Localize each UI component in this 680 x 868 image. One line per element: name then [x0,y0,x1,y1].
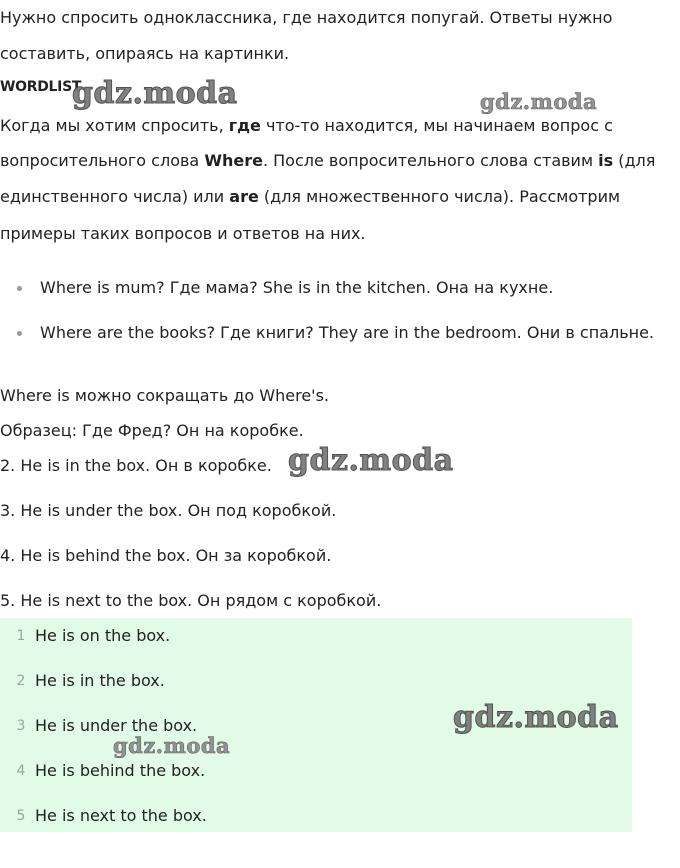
explanation-line-3: единственного числа) или are (для множественного числа). Рассмотрим [0,187,621,206]
answer-text: He is under the box. [35,716,198,735]
exercise-item: 4. He is behind the box. Он за коробкой. [0,546,332,565]
answer-text: He is next to the box. [35,806,207,825]
sample-line: Образец: Где Фред? Он на коробке. [0,421,304,440]
examples-list [0,275,654,365]
bullet-dot-icon [17,331,22,336]
answer-text: He is in the box. [35,671,165,690]
intro-line-1: Нужно спросить одноклассника, где находится попугай. Ответы нужно [0,8,613,27]
line-number: 1 [16,628,26,644]
line-number: 2 [16,673,26,689]
contraction-note: Where is можно сокращать до Where's. [0,386,329,405]
wordlist-label[interactable]: WORDLIST [0,79,82,95]
list-item: Where is mum? Где мама? She is in the kitchen. Она на кухне. [0,275,654,320]
line-number: 5 [16,808,26,824]
exercise-item: 5. He is next to the box. Он рядом с коробкой. [0,591,382,610]
answer-text: He is behind the box. [35,761,206,780]
watermark: gdz.moda [480,89,598,114]
intro-line-2: составить, опираясь на картинки. [0,44,290,63]
list-item: Where are the books? Где книги? They are in the bedroom. Они в спальне. [0,320,654,365]
explanation-line-2: вопросительного слова Where. После вопросительного слова ставим is (для [0,151,656,170]
explanation-line-1: Когда мы хотим спросить, где что-то находится, мы начинаем вопрос с [0,116,613,135]
exercise-item: 2. He is in the box. Он в коробке. [0,456,272,475]
watermark: gdz.moda [288,443,454,478]
bullet-dot-icon [17,286,22,291]
line-number: 4 [16,763,26,779]
watermark: gdz.moda [453,700,619,735]
explanation-line-4: примеры таких вопросов и ответов на них. [0,224,366,243]
line-number: 3 [16,718,26,734]
watermark: gdz.moda [113,733,231,758]
watermark: gdz.moda [72,76,238,111]
answer-text: He is on the box. [35,626,171,645]
exercise-item: 3. He is under the box. Он под коробкой. [0,501,337,520]
